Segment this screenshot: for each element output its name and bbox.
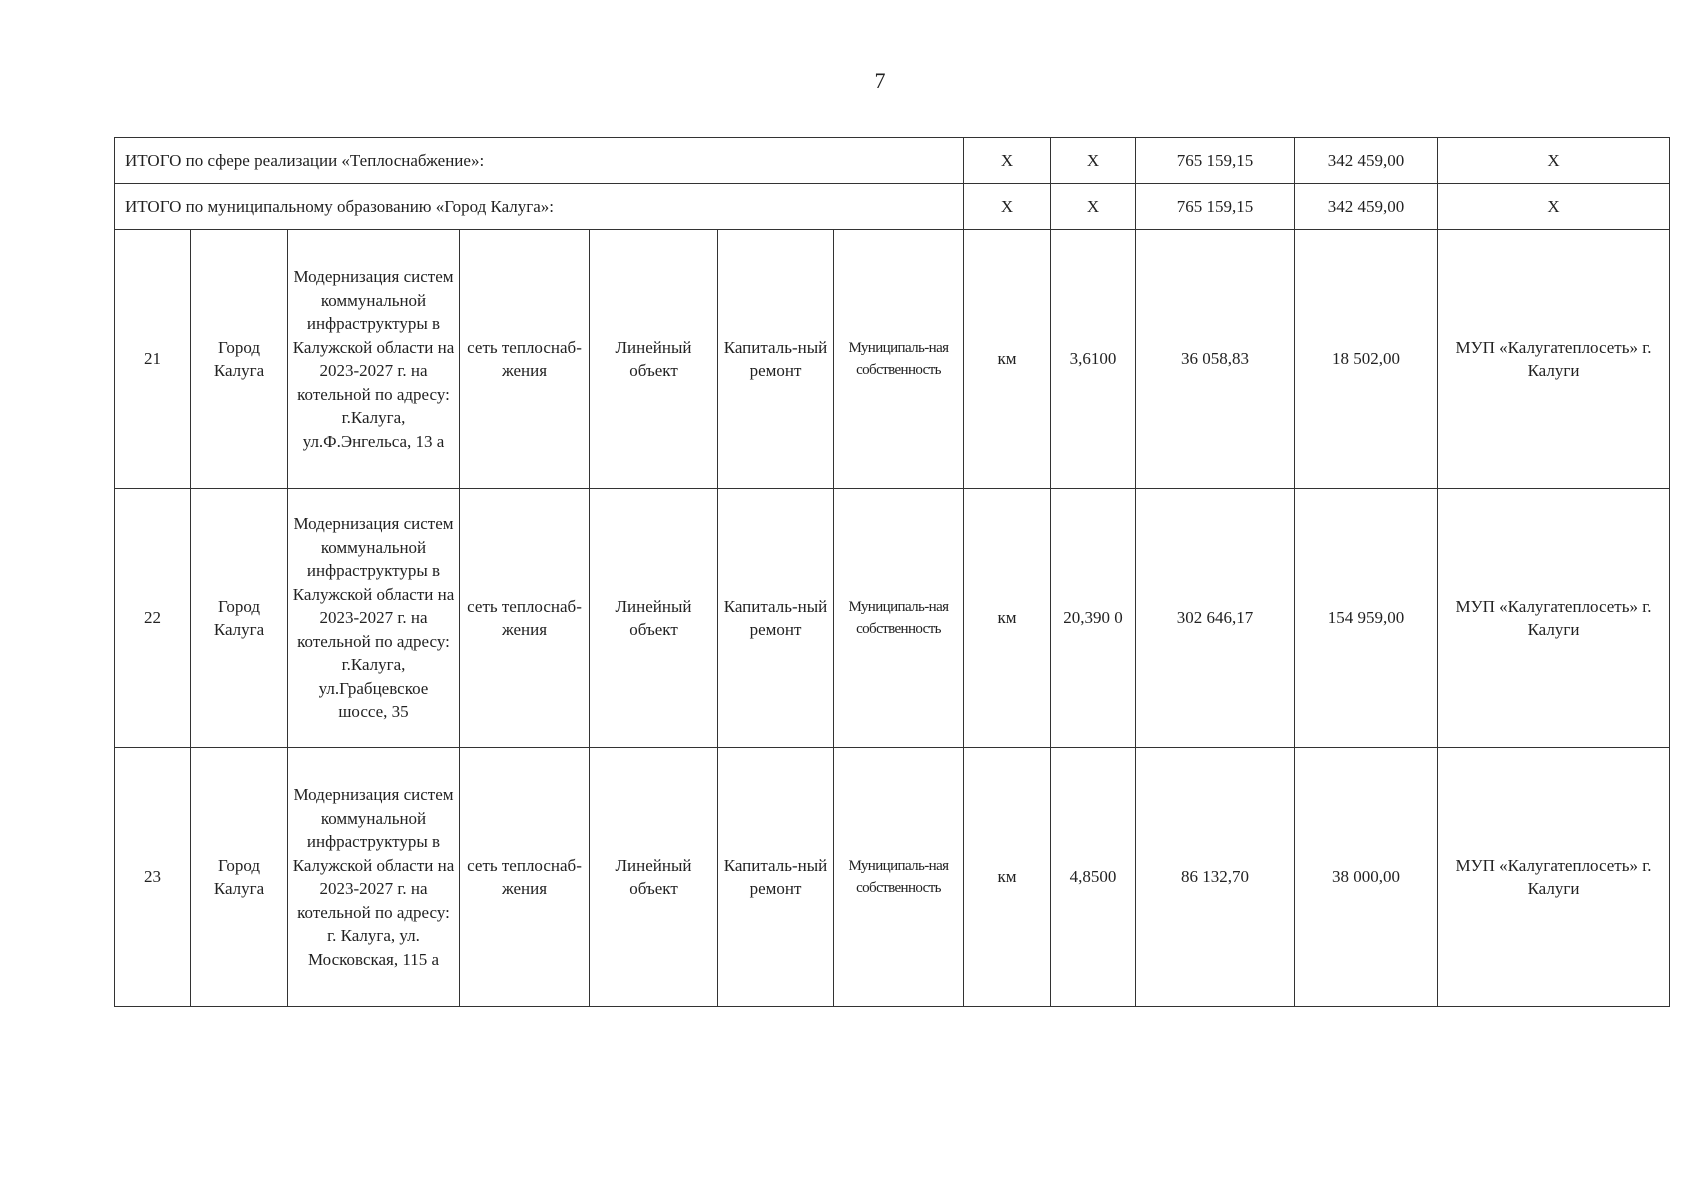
table-row (115, 489, 1670, 748)
row-number: 21 (115, 230, 191, 489)
work-type-cell: Капиталь-ный ремонт (718, 489, 834, 748)
work-type-cell: Капиталь-ный ремонт (718, 748, 834, 1007)
total-amount-1: 765 159,15 (1136, 138, 1295, 184)
project-cell: Модернизация систем коммунальной инфраструктуры в Калужской области на 2023-2027 г. на котельной по адресу: г.Калуга, ул.Грабцевское шоссе, 35 (288, 489, 460, 748)
municipality-cell: Город Калуга (191, 748, 288, 1007)
total-amount-1: 765 159,15 (1136, 184, 1295, 230)
facility-cell: сеть теплоснаб-жения (460, 230, 590, 489)
municipality-cell: Город Калуга (191, 489, 288, 748)
operator-cell: МУП «Калугатеплосеть» г. Калуги (1438, 489, 1670, 748)
ownership-cell: Муниципаль-ная собственность (834, 489, 964, 748)
total-col-c: X (1438, 138, 1670, 184)
total-label: ИТОГО по муниципальному образованию «Город Калуга»: (115, 184, 964, 230)
program-table (114, 137, 1670, 1007)
unit-cell: км (964, 489, 1051, 748)
facility-cell: сеть теплоснаб-жения (460, 489, 590, 748)
row-number: 22 (115, 489, 191, 748)
amount-1-cell: 86 132,70 (1136, 748, 1295, 1007)
total-label: ИТОГО по сфере реализации «Теплоснабжение»: (115, 138, 964, 184)
project-cell: Модернизация систем коммунальной инфраструктуры в Калужской области на 2023-2027 г. на котельной по адресу: г. Калуга, ул. Московская, 115 а (288, 748, 460, 1007)
municipality-cell: Город Калуга (191, 230, 288, 489)
total-row-heat-supply (115, 138, 1670, 184)
row-number: 23 (115, 748, 191, 1007)
quantity-cell: 4,8500 (1051, 748, 1136, 1007)
total-col-b: X (1051, 184, 1136, 230)
total-col-a: X (964, 184, 1051, 230)
ownership-cell: Муниципаль-ная собственность (834, 748, 964, 1007)
total-amount-2: 342 459,00 (1295, 184, 1438, 230)
operator-cell: МУП «Калугатеплосеть» г. Калуги (1438, 748, 1670, 1007)
object-type-cell: Линейный объект (590, 489, 718, 748)
total-amount-2: 342 459,00 (1295, 138, 1438, 184)
amount-2-cell: 18 502,00 (1295, 230, 1438, 489)
object-type-cell: Линейный объект (590, 748, 718, 1007)
facility-cell: сеть теплоснаб-жения (460, 748, 590, 1007)
page-number: 7 (874, 68, 886, 93)
amount-2-cell: 38 000,00 (1295, 748, 1438, 1007)
ownership-cell: Муниципаль-ная собственность (834, 230, 964, 489)
total-col-a: X (964, 138, 1051, 184)
table-row (115, 230, 1670, 489)
project-cell: Модернизация систем коммунальной инфраструктуры в Калужской области на 2023-2027 г. на котельной по адресу: г.Калуга, ул.Ф.Энгельса, 13 а (288, 230, 460, 489)
amount-2-cell: 154 959,00 (1295, 489, 1438, 748)
amount-1-cell: 302 646,17 (1136, 489, 1295, 748)
total-row-municipality (115, 184, 1670, 230)
unit-cell: км (964, 230, 1051, 489)
quantity-cell: 3,6100 (1051, 230, 1136, 489)
quantity-cell: 20,390 0 (1051, 489, 1136, 748)
total-col-b: X (1051, 138, 1136, 184)
object-type-cell: Линейный объект (590, 230, 718, 489)
unit-cell: км (964, 748, 1051, 1007)
work-type-cell: Капиталь-ный ремонт (718, 230, 834, 489)
total-col-c: X (1438, 184, 1670, 230)
operator-cell: МУП «Калугатеплосеть» г. Калуги (1438, 230, 1670, 489)
table-row (115, 748, 1670, 1007)
amount-1-cell: 36 058,83 (1136, 230, 1295, 489)
